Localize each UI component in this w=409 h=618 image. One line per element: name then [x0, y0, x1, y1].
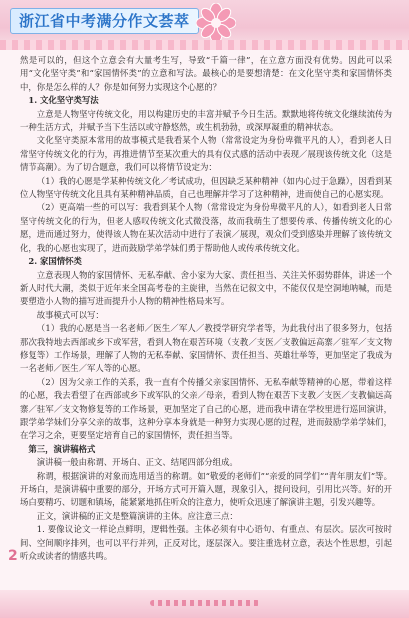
paragraph: 文化坚守类原本常用的故事模式是我看某个人物（常常设定为身份卑微平凡的人），看到老人日常坚守传统文化的行为，再推进情节至某次重大的具有仪式感的活动中表现／展现该传统文化（这是情节高潮）。为了切合题意，我们可以将情节设定为：	[20, 135, 392, 173]
section-heading: 2. 家国情怀类	[28, 256, 82, 267]
paragraph: （2）更高端一些的可以写：我看到某个人物（常常设定为身份卑微平凡的人），如看到老人日常坚守传统文化的行为，但老人感叹传统文化式微没落，故而我萌生了想要传承、传播传统文化的心愿，进而通过努力，使得该人物在某次活动中进行了表演／展现，观众们受到感染并理解了该传统文化，我的心愿也实现了，进而鼓励学弟学妹们勇于帮助他人或传承传统文化。	[20, 202, 392, 253]
paragraph: （2）因为父亲工作的关系，我一直有个传播父亲家国情怀、无私奉献等精神的心愿，带着这样的心愿，我去看望了在西部或乡下或军队的父亲／母亲，看到人物在艰苦下支教／支医／支教偏远高寨／驻军／支文物修复等的工作场景，更加坚定了自己的心愿，进而我申请在学校里进行巡回演讲，跟学弟学妹们分享父亲的故事，这种分享本身就是一种努力实现心愿的过程，进而鼓励学弟学妹们，在学习之余，更要坚定培育自己的家国情怀，责任担当等。	[20, 376, 392, 441]
book-title: 浙江省中考满分作文荟萃	[10, 8, 199, 34]
decorative-band	[0, 40, 409, 50]
paragraph: 立意是人物坚守传统文化，用以构建历史的丰富并赋予今日生活。默默地将传统文化继续流传为一种生活方式，并赋予当下生活以或守静悠然，或生机勃勃，或深厚凝重的精神状态。	[20, 108, 392, 133]
paragraph: 然是可以的，但这个立意会有大量考生写，导致“千篇一律”，在立意方面没有优势。因此可以采用“文化坚守类”和“家国情怀类”的立意和写法。最核心的是要想清楚：在文化坚守类和家国情怀类中，你是怎么样的人？你是如何努力实现这个心愿的？	[20, 55, 392, 92]
page-number: 2	[8, 548, 18, 564]
paragraph: 称谓，根据演讲的对象而选用适当的称谓。如“敬爱的老师们”“亲爱的同学们”“青年朋友们”等。开场白，是演讲稿中重要的部分，开场方式可开篇入题，现象引入，提问设问，引用比兴等。好的开场白要精巧、切题和镇场，能紧紧地抓住听众的注意力，使听众迅速了解演讲主题，引发兴趣等。	[20, 470, 392, 508]
paragraph: 故事模式可以写：	[36, 309, 104, 320]
footer-ornament	[150, 600, 260, 606]
paragraph: 演讲稿一般由称谓、开场白、正文、结尾四部分组成。	[36, 457, 238, 468]
section-heading: 1. 文化坚守类写法	[28, 95, 99, 106]
article-body	[20, 54, 392, 563]
paragraph: （1）我的心愿是当一名老师／医生／军人／教授学研究学者等，为此我付出了很多努力，包括那次我特地去西部或乡下或军营，看到人物在艰苦环境（支教／支医／支教偏远高寨／驻军／支文物修复等）工作场景，理解了人物的无私奉献、家国情怀、责任担当、英雄壮举等，更加坚定了我成为一名老师／医生／军人等的心愿。	[20, 323, 392, 374]
flower-ornament-icon	[196, 3, 236, 43]
paragraph: （1）我的心愿是学某种传统文化／考试成功，但因缺乏某种精神（如内心过于急躁），因看到某位人物坚守传统文化且具有某种精神品质，自己也理解并学习了这种精神，进而使自己的心愿实现。	[20, 175, 392, 200]
paragraph: 立意表现人物的家国情怀、无私奉献、舍小家为大家、责任担当、关注关怀弱势群体，讲述一个新人时代大潮，类似于近年来全国高考卷的主旋律，当然在记叙文中，不能仅仅是空洞地呐喊，而是要塑造小人物的描写进而提升小人物的精神性格局来写。	[20, 269, 392, 307]
section-heading: 第三，演讲稿格式	[28, 443, 96, 454]
paragraph: 正文，演讲稿的正文是整篇演讲的主体。应注意三点：	[36, 510, 238, 521]
paragraph: 1. 要像议论文一样论点鲜明，逻辑性强。主体必须有中心语句、有重点、有层次。层次可按时间、空间顺序排列，也可以平行并列，正反对比，逐层深入。要注重选材立意，表达个性思想，引起听众或读者的情感共鸣。	[20, 524, 392, 562]
